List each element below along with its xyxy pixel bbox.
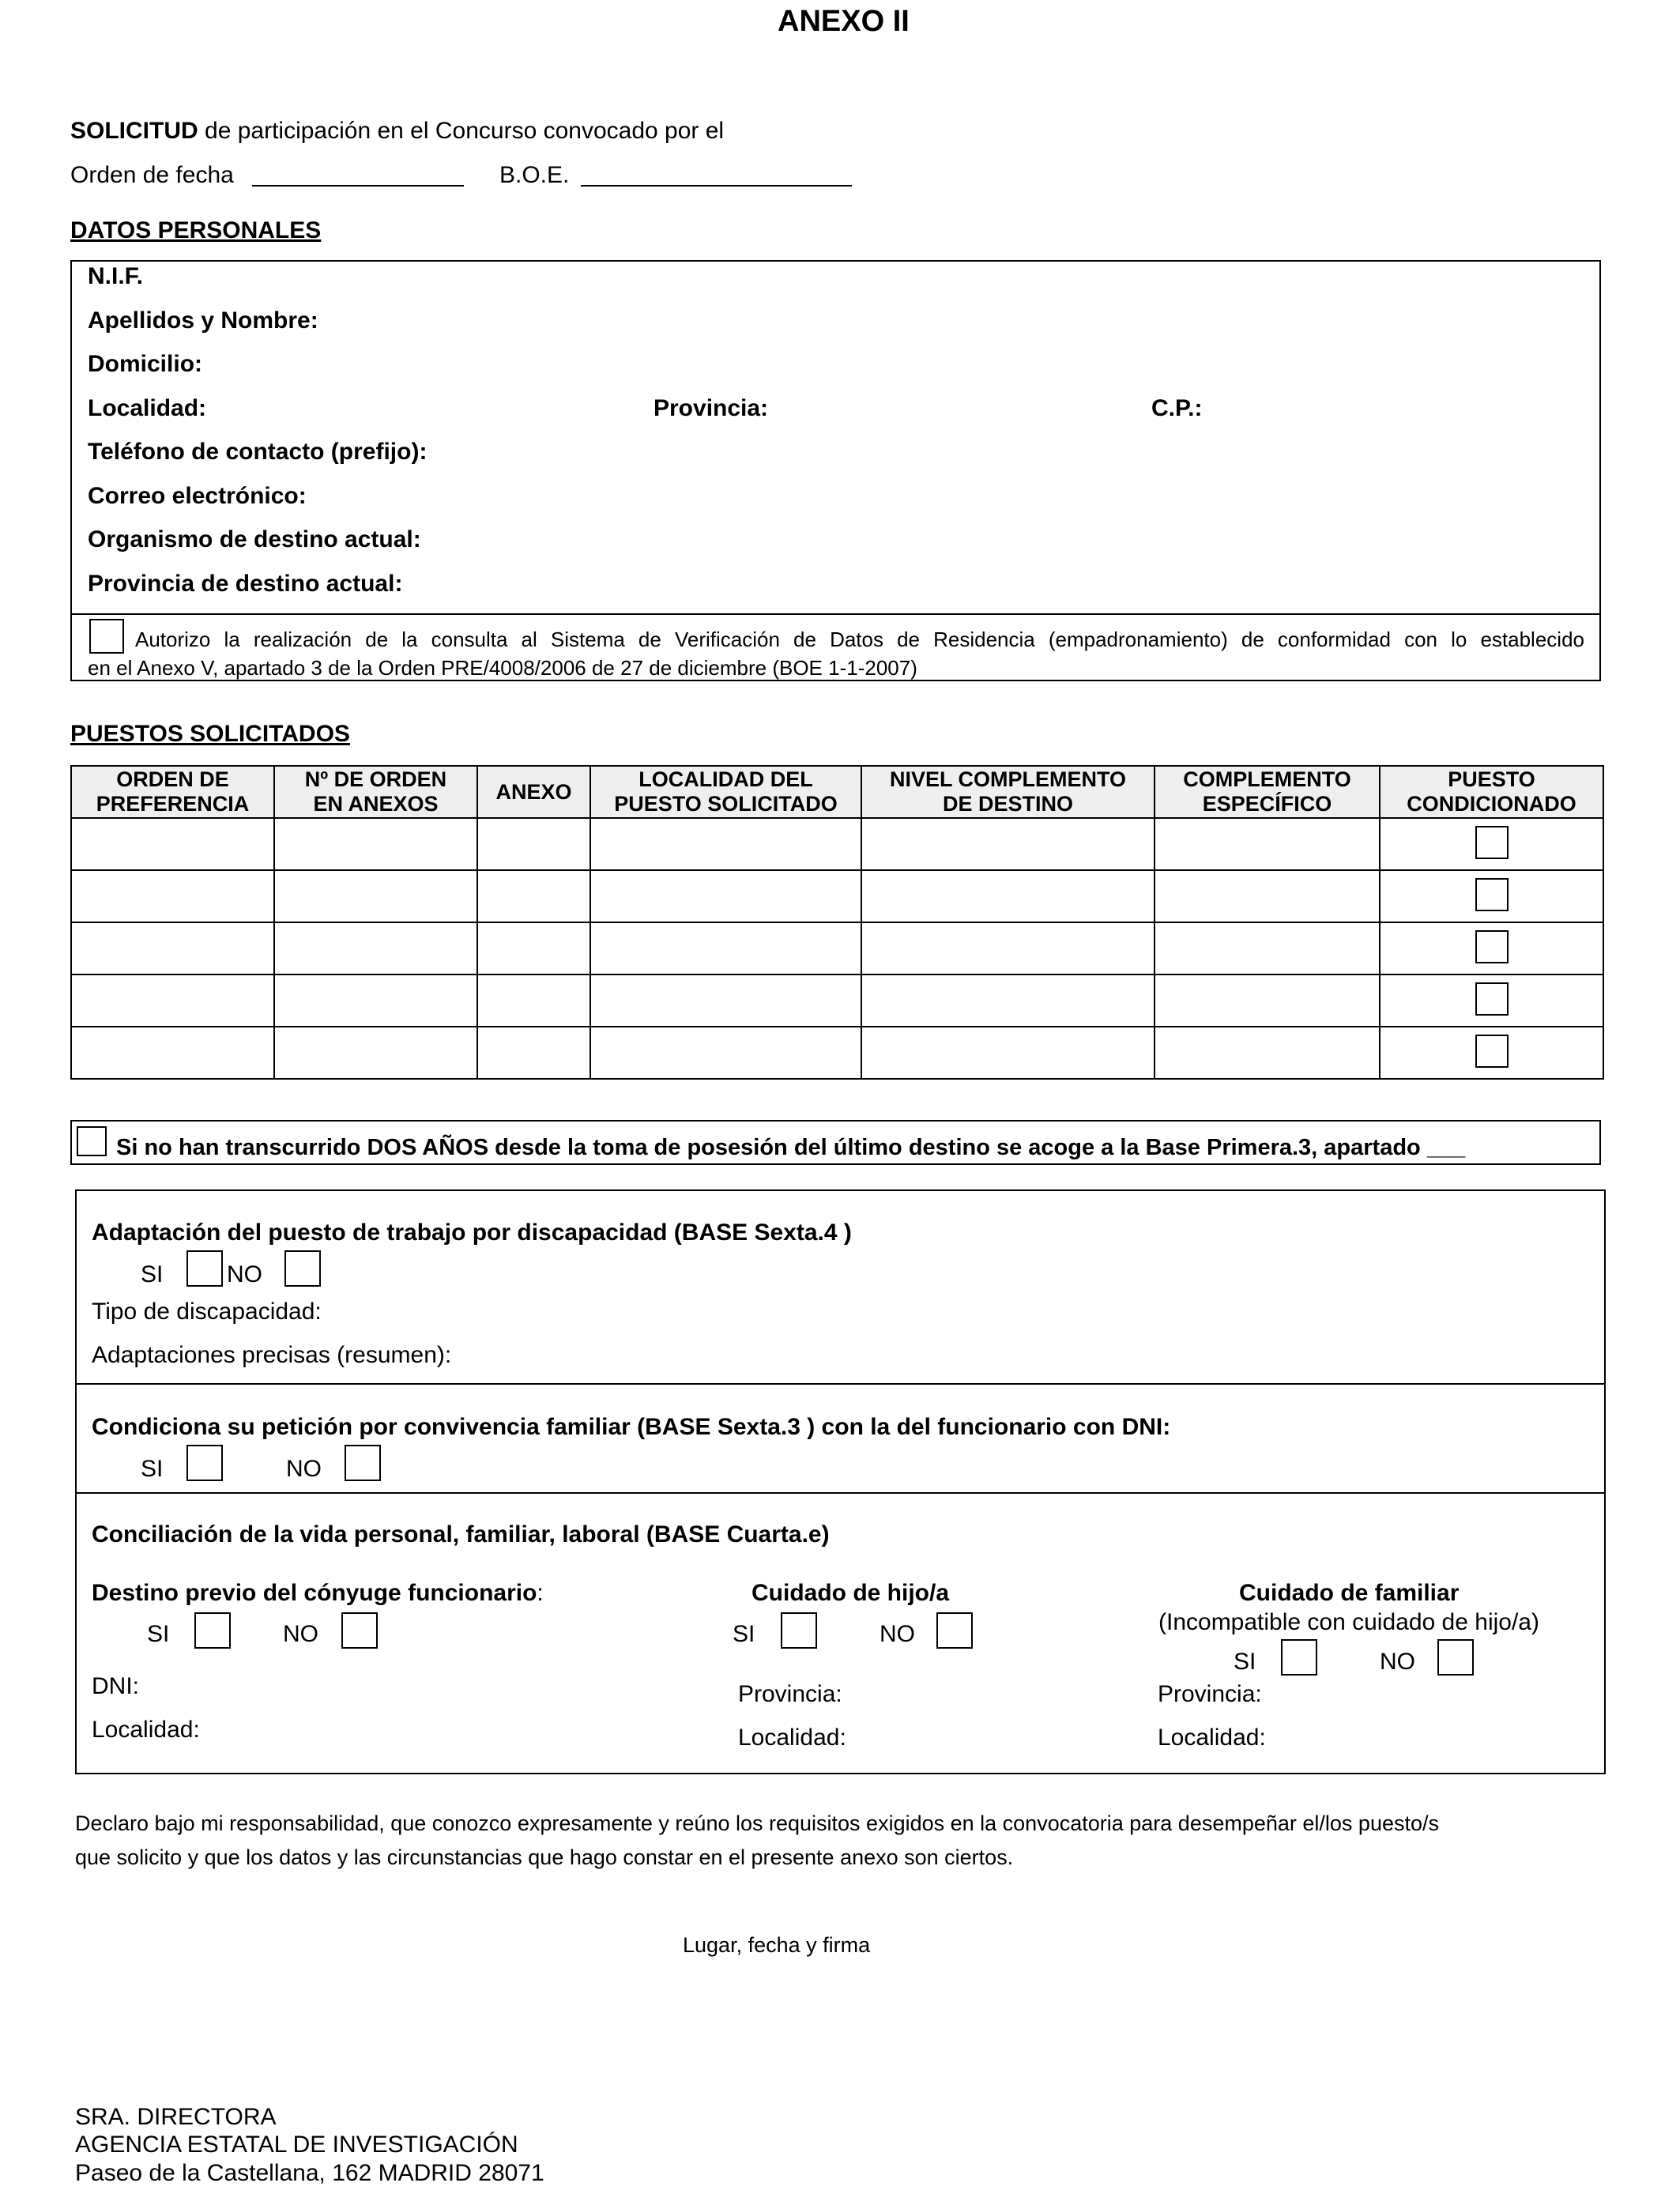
- table-cell[interactable]: [861, 818, 1155, 870]
- table-cell[interactable]: [861, 870, 1155, 922]
- table-cell[interactable]: [590, 818, 861, 870]
- hijo-localidad-label: Localidad:: [738, 1725, 846, 1751]
- table-cell[interactable]: [477, 974, 590, 1027]
- table-cell[interactable]: [1155, 870, 1380, 922]
- table-cell[interactable]: [71, 974, 274, 1027]
- table-row: [71, 922, 1603, 974]
- condicionado-checkbox[interactable]: [1475, 982, 1509, 1016]
- table-cell[interactable]: [590, 1027, 861, 1079]
- table-cell: [1380, 974, 1603, 1027]
- familiar-si-label: SI: [1234, 1649, 1256, 1675]
- hijo-title: Cuidado de hijo/a: [751, 1580, 950, 1606]
- solicitud-text: de participación en el Concurso convocado por el: [198, 118, 725, 144]
- table-row: [71, 1027, 1603, 1079]
- conyuge-title: Destino previo del cónyuge funcionario:: [92, 1580, 544, 1606]
- puestos-heading: PUESTOS SOLICITADOS: [70, 721, 350, 747]
- table-cell[interactable]: [477, 818, 590, 870]
- table-row: [71, 974, 1603, 1027]
- conyuge-no-checkbox[interactable]: [341, 1612, 378, 1649]
- adaptacion-si-checkbox[interactable]: [186, 1250, 223, 1287]
- col-orden-preferencia: ORDEN DE PREFERENCIA: [71, 766, 274, 818]
- hijo-no-checkbox[interactable]: [936, 1612, 973, 1649]
- dos-anos-checkbox[interactable]: [77, 1126, 107, 1156]
- datos-personales-heading: DATOS PERSONALES: [70, 217, 322, 243]
- domicilio-label: Domicilio:: [88, 351, 203, 377]
- boe-field[interactable]: [581, 166, 852, 187]
- condiciona-si-checkbox[interactable]: [186, 1445, 223, 1481]
- orden-fecha-label: Orden de fecha: [70, 162, 234, 188]
- conyuge-no-label: NO: [283, 1621, 318, 1647]
- table-cell[interactable]: [71, 870, 274, 922]
- dos-anos-text: Si no han transcurrido DOS AÑOS desde la toma de posesión del último destino se acoge a la Base Primera.3, apartado ___: [116, 1135, 1466, 1160]
- table-cell[interactable]: [477, 1027, 590, 1079]
- condicionado-checkbox[interactable]: [1475, 1035, 1509, 1068]
- conyuge-si-checkbox[interactable]: [194, 1612, 231, 1649]
- condiciona-no-label: NO: [286, 1456, 322, 1482]
- col-puesto-condicionado: PUESTO CONDICIONADO: [1380, 766, 1603, 818]
- col-anexo: ANEXO: [477, 766, 590, 818]
- condiciona-si-label: SI: [141, 1456, 164, 1482]
- table-cell[interactable]: [274, 870, 477, 922]
- correo-label: Correo electrónico:: [88, 483, 307, 509]
- table-cell[interactable]: [274, 1027, 477, 1079]
- table-cell: [1380, 922, 1603, 974]
- table-cell[interactable]: [274, 974, 477, 1027]
- conciliacion-heading: Conciliación de la vida personal, familiar, laboral (BASE Cuarta.e): [92, 1521, 830, 1547]
- table-cell[interactable]: [477, 922, 590, 974]
- table-cell[interactable]: [590, 922, 861, 974]
- autorizo-text-line2: en el Anexo V, apartado 3 de la Orden PRE/4008/2006 de 27 de diciembre (BOE 1-1-2007): [88, 656, 917, 680]
- condiciona-heading: Condiciona su petición por convivencia familiar (BASE Sexta.3 ) con la del funcionario con DNI:: [92, 1414, 1171, 1440]
- col-localidad-puesto: LOCALIDAD DEL PUESTO SOLICITADO: [590, 766, 861, 818]
- table-cell: [1380, 818, 1603, 870]
- table-cell[interactable]: [274, 922, 477, 974]
- autorizo-text-line1: Autorizo la realización de la consulta al Sistema de Verificación de Datos de Residencia (empadronamiento) de conformidad con lo establecido: [135, 628, 1584, 651]
- declaracion-line2: que solicito y que los datos y las circunstancias que hago constar en el presente anexo son ciertos.: [75, 1845, 1014, 1869]
- table-cell[interactable]: [274, 818, 477, 870]
- table-cell[interactable]: [861, 1027, 1155, 1079]
- solicitud-line: [70, 119, 724, 143]
- divider: [75, 1492, 1606, 1494]
- table-cell[interactable]: [477, 870, 590, 922]
- table-cell[interactable]: [861, 974, 1155, 1027]
- col-numero-orden: Nº DE ORDEN EN ANEXOS: [274, 766, 477, 818]
- adaptacion-no-label: NO: [227, 1261, 262, 1287]
- lugar-fecha-firma: Lugar, fecha y firma: [683, 1933, 871, 1957]
- table-cell[interactable]: [71, 922, 274, 974]
- condicionado-checkbox[interactable]: [1475, 878, 1509, 911]
- adaptaciones-label: Adaptaciones precisas (resumen):: [92, 1342, 452, 1368]
- familiar-provincia-label: Provincia:: [1158, 1681, 1262, 1707]
- divider: [75, 1383, 1606, 1385]
- provincia-destino-label: Provincia de destino actual:: [88, 571, 403, 597]
- adaptacion-heading: Adaptación del puesto de trabajo por discapacidad (BASE Sexta.4 ): [92, 1220, 852, 1246]
- adaptacion-si-label: SI: [141, 1261, 164, 1287]
- table-cell[interactable]: [590, 870, 861, 922]
- localidad-label: Localidad:: [88, 395, 207, 421]
- organismo-label: Organismo de destino actual:: [88, 526, 421, 552]
- nif-label: N.I.F.: [88, 263, 144, 289]
- divider: [70, 613, 1601, 615]
- table-cell[interactable]: [590, 974, 861, 1027]
- familiar-subtitle: (Incompatible con cuidado de hijo/a): [1158, 1609, 1539, 1635]
- conyuge-dni-label: DNI:: [92, 1673, 139, 1699]
- puestos-header-row: [71, 766, 1603, 818]
- puestos-table: [70, 765, 1604, 1080]
- boe-label: B.O.E.: [499, 162, 570, 188]
- col-complemento-especifico: COMPLEMENTO ESPECÍFICO: [1155, 766, 1380, 818]
- table-cell[interactable]: [1155, 818, 1380, 870]
- page-title: ANEXO II: [778, 5, 910, 38]
- tipo-discapacidad-label: Tipo de discapacidad:: [92, 1299, 322, 1325]
- condicionado-checkbox[interactable]: [1475, 826, 1509, 859]
- table-row: [71, 870, 1603, 922]
- table-cell[interactable]: [71, 818, 274, 870]
- hijo-si-checkbox[interactable]: [781, 1612, 817, 1649]
- table-row: [71, 818, 1603, 870]
- destinatario-line1: SRA. DIRECTORA: [75, 2104, 277, 2130]
- familiar-si-checkbox[interactable]: [1281, 1639, 1317, 1676]
- conyuge-localidad-label: Localidad:: [92, 1717, 200, 1743]
- table-cell[interactable]: [1155, 922, 1380, 974]
- solicitud-label: SOLICITUD: [70, 118, 198, 144]
- table-cell[interactable]: [1155, 1027, 1380, 1079]
- table-cell: [1380, 1027, 1603, 1079]
- familiar-no-label: NO: [1380, 1649, 1415, 1675]
- provincia-label: Provincia:: [654, 395, 769, 421]
- col-nivel-complemento: NIVEL COMPLEMENTO DE DESTINO: [861, 766, 1155, 818]
- hijo-si-label: SI: [733, 1621, 755, 1647]
- telefono-label: Teléfono de contacto (prefijo):: [88, 439, 428, 465]
- apellidos-label: Apellidos y Nombre:: [88, 307, 318, 334]
- familiar-title: Cuidado de familiar: [1239, 1580, 1460, 1606]
- familiar-localidad-label: Localidad:: [1158, 1725, 1266, 1751]
- autorizo-checkbox[interactable]: [89, 619, 124, 654]
- condiciona-no-checkbox[interactable]: [345, 1445, 381, 1481]
- hijo-provincia-label: Provincia:: [738, 1681, 842, 1707]
- familiar-no-checkbox[interactable]: [1437, 1639, 1474, 1676]
- table-cell[interactable]: [71, 1027, 274, 1079]
- table-cell[interactable]: [861, 922, 1155, 974]
- cp-label: C.P.:: [1151, 395, 1203, 421]
- orden-fecha-field[interactable]: [252, 166, 464, 187]
- declaracion-line1: Declaro bajo mi responsabilidad, que conozco expresamente y reúno los requisitos exigidos en la convocatoria para desempeñar el/los puesto/s: [75, 1811, 1439, 1835]
- destinatario-line3: Paseo de la Castellana, 162 MADRID 28071: [75, 2160, 544, 2186]
- hijo-no-label: NO: [880, 1621, 915, 1647]
- table-cell: [1380, 870, 1603, 922]
- adaptacion-no-checkbox[interactable]: [284, 1250, 321, 1287]
- condicionado-checkbox[interactable]: [1475, 930, 1509, 963]
- conyuge-si-label: SI: [147, 1621, 170, 1647]
- destinatario-line2: AGENCIA ESTATAL DE INVESTIGACIÓN: [75, 2132, 518, 2158]
- table-cell[interactable]: [1155, 974, 1380, 1027]
